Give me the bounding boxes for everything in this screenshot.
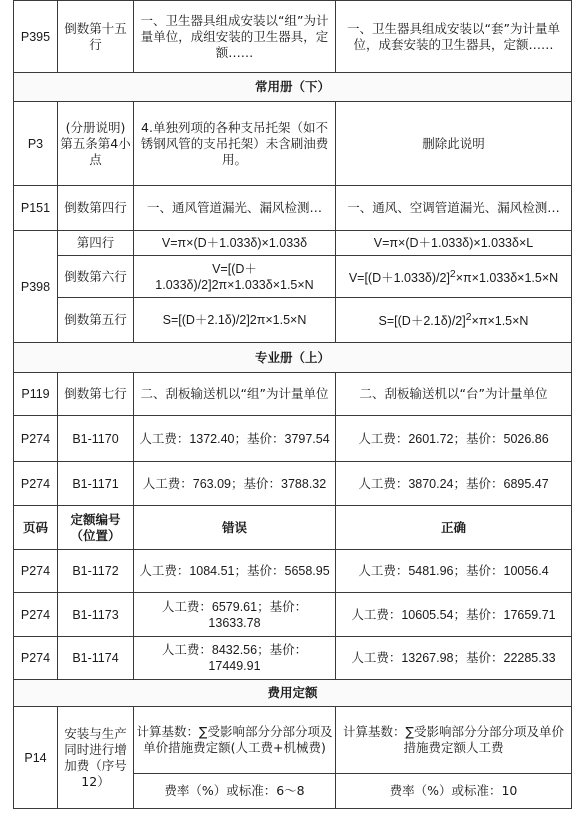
header-row xyxy=(14,506,572,550)
table-row xyxy=(14,373,572,416)
correct-cell: 费率（%）或标准：10 xyxy=(336,774,572,809)
correct-cell: 人工费：13267.98；基价：22285.33 xyxy=(336,637,572,680)
wrong-cell: 4.单独列项的各种支吊托架（如不锈钢风管的支吊托架）未含刷油费用。 xyxy=(134,102,336,186)
correct-cell xyxy=(336,298,572,343)
exponent: 2 xyxy=(449,268,456,280)
correct-cell: 一、卫生器具组成安装以“套”为计量单位，成套安装的卫生器具，定额…… xyxy=(336,1,572,73)
table-row xyxy=(14,637,572,680)
correct-cell: 删除此说明 xyxy=(336,102,572,186)
correct-cell: 人工费：5481.96；基价：10056.4 xyxy=(336,550,572,593)
correct-cell: 计算基数：∑受影响部分分部分项及单价措施费定额人工费 xyxy=(336,707,572,774)
wrong-cell: 人工费：8432.56；基价：17449.91 xyxy=(134,637,336,680)
location-cell: 第四行 xyxy=(58,231,134,256)
table-row xyxy=(14,186,572,231)
table-row xyxy=(14,416,572,462)
wrong-cell: 计算基数：∑受影响部分分部分项及单价措施费定额(人工费+机械费) xyxy=(134,707,336,774)
wrong-cell: V=[(D＋1.033δ)/2]2π×1.033δ×1.5×N xyxy=(134,256,336,298)
location-cell: B1-1172 xyxy=(58,550,134,593)
wrong-cell: 人工费：1084.51；基价：5658.95 xyxy=(134,550,336,593)
exponent: 2 xyxy=(465,312,472,324)
formula-part: ×π×1.5×N xyxy=(471,314,529,329)
header-wrong: 错误 xyxy=(134,506,336,550)
correct-cell: 人工费：10605.54；基价：17659.71 xyxy=(336,593,572,637)
location-cell: 倒数第十五行 xyxy=(58,1,134,73)
correct-cell: 人工费：2601.72；基价：5026.86 xyxy=(336,416,572,462)
page-cell: P274 xyxy=(14,550,58,593)
table-row xyxy=(14,593,572,637)
formula-part: V=[(D＋1.033δ)/2] xyxy=(348,271,450,286)
location-cell: 倒数第七行 xyxy=(58,373,134,416)
table-row xyxy=(14,256,572,298)
location-cell: B1-1173 xyxy=(58,593,134,637)
location-cell: 倒数第四行 xyxy=(58,186,134,231)
correct-cell: V=π×(D＋1.033δ)×1.033δ×L xyxy=(336,231,572,256)
page-cell: P274 xyxy=(14,637,58,680)
table-row xyxy=(14,462,572,506)
location-cell: (分册说明)第五条第4小点 xyxy=(58,102,134,186)
page-cell: P14 xyxy=(14,707,58,809)
section-title: 专业册（上） xyxy=(14,343,572,373)
page-cell: P274 xyxy=(14,416,58,462)
formula-part: ×π×1.033δ×1.5×N xyxy=(455,271,559,286)
page-cell: P274 xyxy=(14,462,58,506)
location-cell: 安装与生产同时进行增加费（序号12） xyxy=(58,707,134,809)
table-row xyxy=(14,298,572,343)
wrong-cell: 二、刮板输送机以“组”为计量单位 xyxy=(134,373,336,416)
table-row xyxy=(14,550,572,593)
table-row xyxy=(14,102,572,186)
header-location: 定额编号（位置） xyxy=(58,506,134,550)
table-row xyxy=(14,1,572,73)
table-row xyxy=(14,707,572,774)
section-row xyxy=(14,73,572,102)
wrong-cell: S=[(D＋2.1δ)/2]2π×1.5×N xyxy=(134,298,336,343)
correct-cell: 一、通风、空调管道漏光、漏风检测… xyxy=(336,186,572,231)
location-cell: B1-1170 xyxy=(58,416,134,462)
errata-table xyxy=(13,0,572,809)
wrong-cell: 费率（%）或标准：6～8 xyxy=(134,774,336,809)
page-cell: P398 xyxy=(14,231,58,343)
section-row xyxy=(14,680,572,707)
location-cell: B1-1171 xyxy=(58,462,134,506)
wrong-cell: 人工费：763.09；基价：3788.32 xyxy=(134,462,336,506)
header-page: 页码 xyxy=(14,506,58,550)
page-cell: P274 xyxy=(14,593,58,637)
page-cell: P3 xyxy=(14,102,58,186)
correct-cell: 二、刮板输送机以“台”为计量单位 xyxy=(336,373,572,416)
table-row xyxy=(14,231,572,256)
wrong-cell: 一、卫生器具组成安装以“组”为计量单位，成组安装的卫生器具，定额…… xyxy=(134,1,336,73)
location-cell: B1-1174 xyxy=(58,637,134,680)
section-row xyxy=(14,343,572,373)
wrong-cell: 人工费：6579.61；基价：13633.78 xyxy=(134,593,336,637)
wrong-cell: 人工费：1372.40；基价：3797.54 xyxy=(134,416,336,462)
location-cell: 倒数第五行 xyxy=(58,298,134,343)
page-cell: P151 xyxy=(14,186,58,231)
page-cell: P119 xyxy=(14,373,58,416)
location-cell: 倒数第六行 xyxy=(58,256,134,298)
correct-cell: 人工费：3870.24；基价：6895.47 xyxy=(336,462,572,506)
page-cell: P395 xyxy=(14,1,58,73)
wrong-cell: V=π×(D＋1.033δ)×1.033δ xyxy=(134,231,336,256)
section-title: 常用册（下） xyxy=(14,73,572,102)
correct-cell xyxy=(336,256,572,298)
header-correct: 正确 xyxy=(336,506,572,550)
wrong-cell: 一、通风管道漏光、漏风检测… xyxy=(134,186,336,231)
formula-part: S=[(D＋2.1δ)/2] xyxy=(378,314,466,329)
section-title: 费用定额 xyxy=(14,680,572,707)
